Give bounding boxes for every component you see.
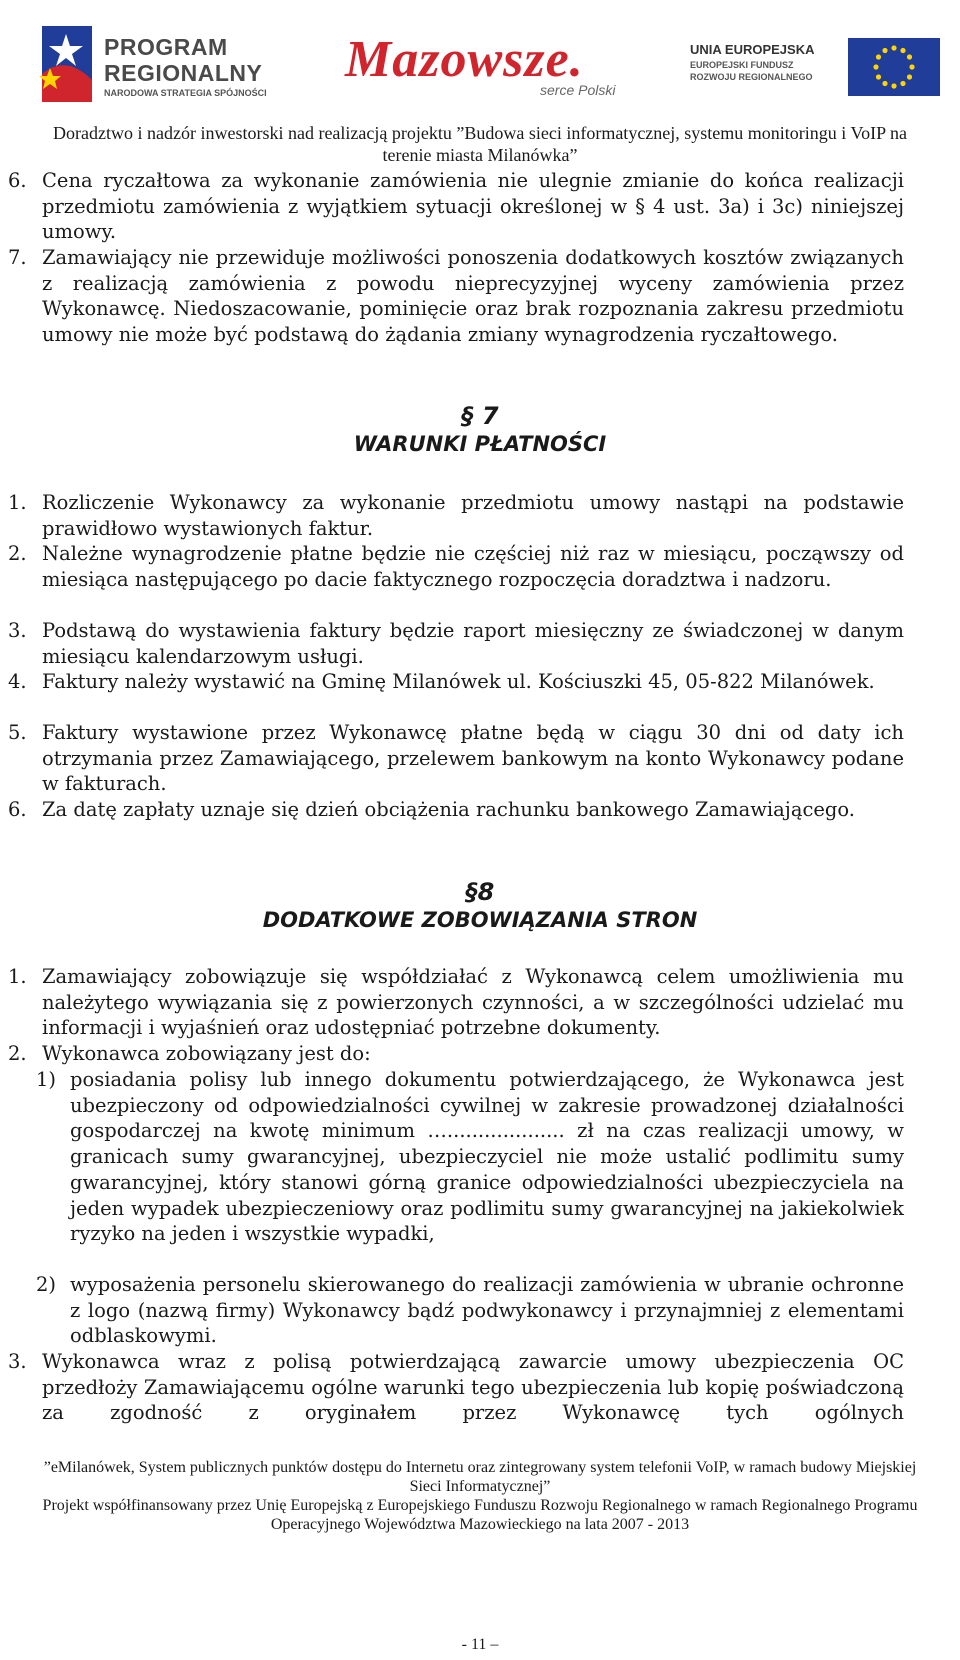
mazowsze-tagline: serce Polski bbox=[540, 82, 616, 98]
list-item-number: 1. bbox=[8, 965, 27, 988]
list-item-number: 1. bbox=[8, 491, 27, 514]
footer-project-title: ”eMilanówek, System publicznych punktów dostępu do Internetu oraz zintegrowany system telefonii VoIP, w ramach budowy Miejskiej Sieci Informatycznej” bbox=[43, 1459, 917, 1495]
eu-logo bbox=[690, 38, 940, 98]
list-item-number: 3. bbox=[8, 1350, 27, 1373]
sub-item-number: 2) bbox=[36, 1273, 57, 1296]
section-7-title: WARUNKI PŁATNOŚCI bbox=[353, 432, 607, 456]
logo-bar bbox=[0, 0, 960, 125]
list-item-text: Podstawą do wystawienia faktury będzie raport miesięczny ze świadczonej w danym miesiącu kalendarzowym usługi. bbox=[42, 619, 904, 668]
star-flag-icon bbox=[36, 24, 98, 104]
mazowsze-wordmark: Mazowsze. bbox=[345, 31, 584, 88]
eu-name: UNIA EUROPEJSKA bbox=[690, 42, 815, 57]
list-item-text: Zamawiający zobowiązuje się współdziałać z Wykonawcą celem umożliwienia mu należytego wywiązania się z powierzonych czynności, a w szczególności udzielać mu informacji i wyjaśnień oraz udostępniać potrzebne dokumenty. bbox=[42, 965, 904, 1040]
list-item-number: 3. bbox=[8, 619, 27, 642]
document-header-title: Doradztwo i nadzór inwestorski nad realizacją projektu ”Budowa sieci informatycznej, systemu monitoringu i VoIP na terenie miasta Milanówka” bbox=[53, 123, 907, 165]
section-7-number: § 7 bbox=[461, 402, 499, 430]
list-item-text: Wykonawca zobowiązany jest do: bbox=[42, 1042, 371, 1065]
list-item-number: 6. bbox=[8, 169, 27, 192]
sub-item-number: 1) bbox=[36, 1068, 57, 1091]
list-item-text: Zamawiający nie przewiduje możliwości ponoszenia dodatkowych kosztów związanych z realizacją zamówienia z powodu nieprecyzyjnej wyceny zamówienia przez Wykonawcę. Niedoszacowanie, pominięcie oraz brak rozpoznania zakresu przedmiotu umowy nie może być podstawą do żądania zmiany wynagrodzenia ryczałtowego. bbox=[42, 246, 904, 347]
list-item-text: Wykonawca wraz z polisą potwierdzającą zawarcie umowy ubezpieczenia OC przedłoży Zamawiającemu ogólne warunki tego ubezpieczenia lub kopię poświadczoną za zgodność z oryginałem przez Wykonawcę tych ogólnych bbox=[42, 1350, 904, 1425]
page-number: - 11 – bbox=[461, 1636, 499, 1653]
list-item-text: Należne wynagrodzenie płatne będzie nie częściej niż raz w miesiącu, począwszy od miesiąca następującego po dacie faktycznego rozpoczęcia doradztwa i nadzoru. bbox=[42, 542, 904, 591]
regionalny-word: REGIONALNY bbox=[104, 60, 263, 86]
list-item-number: 2. bbox=[8, 1042, 27, 1065]
list-item-text: Za datę zapłaty uznaje się dzień obciążenia rachunku bankowego Zamawiającego. bbox=[42, 798, 856, 821]
eu-fund-line2: ROZWOJU REGIONALNEGO bbox=[690, 72, 813, 82]
sub-item-text: posiadania polisy lub innego dokumentu potwierdzającego, że Wykonawca jest ubezpieczony od odpowiedzialności cywilnej w zakresie prowadzonej działalności gospodarczej na kwotę minimum …................... zł na czas realizacji umowy, w granicach sumy gwarancyjnej, ubezpieczyciel nie może ustalić podlimitu sumy gwarancyjnej, który stanowi górną granice odpowiedzialności ubezpieczyciela na jeden wypadek ubezpieczeniowy oraz podlimitu sumy gwarancyjnej na jakiekolwiek ryzyko na jeden i wszystkie wypadki, bbox=[70, 1068, 904, 1246]
list-item-text: Cena ryczałtowa za wykonanie zamówienia nie ulegnie zmianie do końca realizacji przedmiotu zamówienia z wyjątkiem sytuacji określonej w § 4 ust. 3a) i 3c) niniejszej umowy. bbox=[42, 169, 904, 244]
list-item-text: Faktury należy wystawić na Gminę Milanówek ul. Kościuszki 45, 05-822 Milanówek. bbox=[42, 670, 875, 693]
list-item-number: 7. bbox=[8, 246, 27, 269]
program-word: PROGRAM bbox=[104, 34, 228, 60]
list-item-text: Faktury wystawione przez Wykonawcę płatne będą w ciągu 30 dni od daty ich otrzymania przez Zamawiającego, przelewem bankowym na konto Wykonawcy podane w fakturach. bbox=[42, 721, 904, 796]
footer-cofinancing: Projekt współfinansowany przez Unię Europejską z Europejskiego Funduszu Rozwoju Regionalnego w ramach Regionalnego Programu Operacyjnego Województwa Mazowieckiego na lata 2007 - 2013 bbox=[42, 1497, 918, 1533]
list-item-number: 6. bbox=[8, 798, 27, 821]
eu-fund-line1: EUROPEJSKI FUNDUSZ bbox=[690, 60, 794, 70]
program-regionalny-logo bbox=[36, 24, 316, 104]
sub-item-text: wyposażenia personelu skierowanego do realizacji zamówienia w ubranie ochronne z logo (nazwą firmy) Wykonawcy bądź podwykonawcy i przynajmniej z elementami odblaskowymi. bbox=[70, 1273, 904, 1348]
eu-flag-icon bbox=[848, 38, 940, 96]
list-item-text: Rozliczenie Wykonawcy za wykonanie przedmiotu umowy nastąpi na podstawie prawidłowo wystawionych faktur. bbox=[42, 491, 904, 540]
section-8-title: DODATKOWE ZOBOWIĄZANIA STRON bbox=[262, 908, 698, 932]
list-item-number: 4. bbox=[8, 670, 27, 693]
section-8-number: §8 bbox=[465, 878, 495, 906]
list-item-number: 2. bbox=[8, 542, 27, 565]
mazowsze-logo bbox=[345, 28, 645, 98]
strategy-caption: NARODOWA STRATEGIA SPÓJNOŚCI bbox=[104, 88, 267, 98]
list-item-number: 5. bbox=[8, 721, 27, 744]
